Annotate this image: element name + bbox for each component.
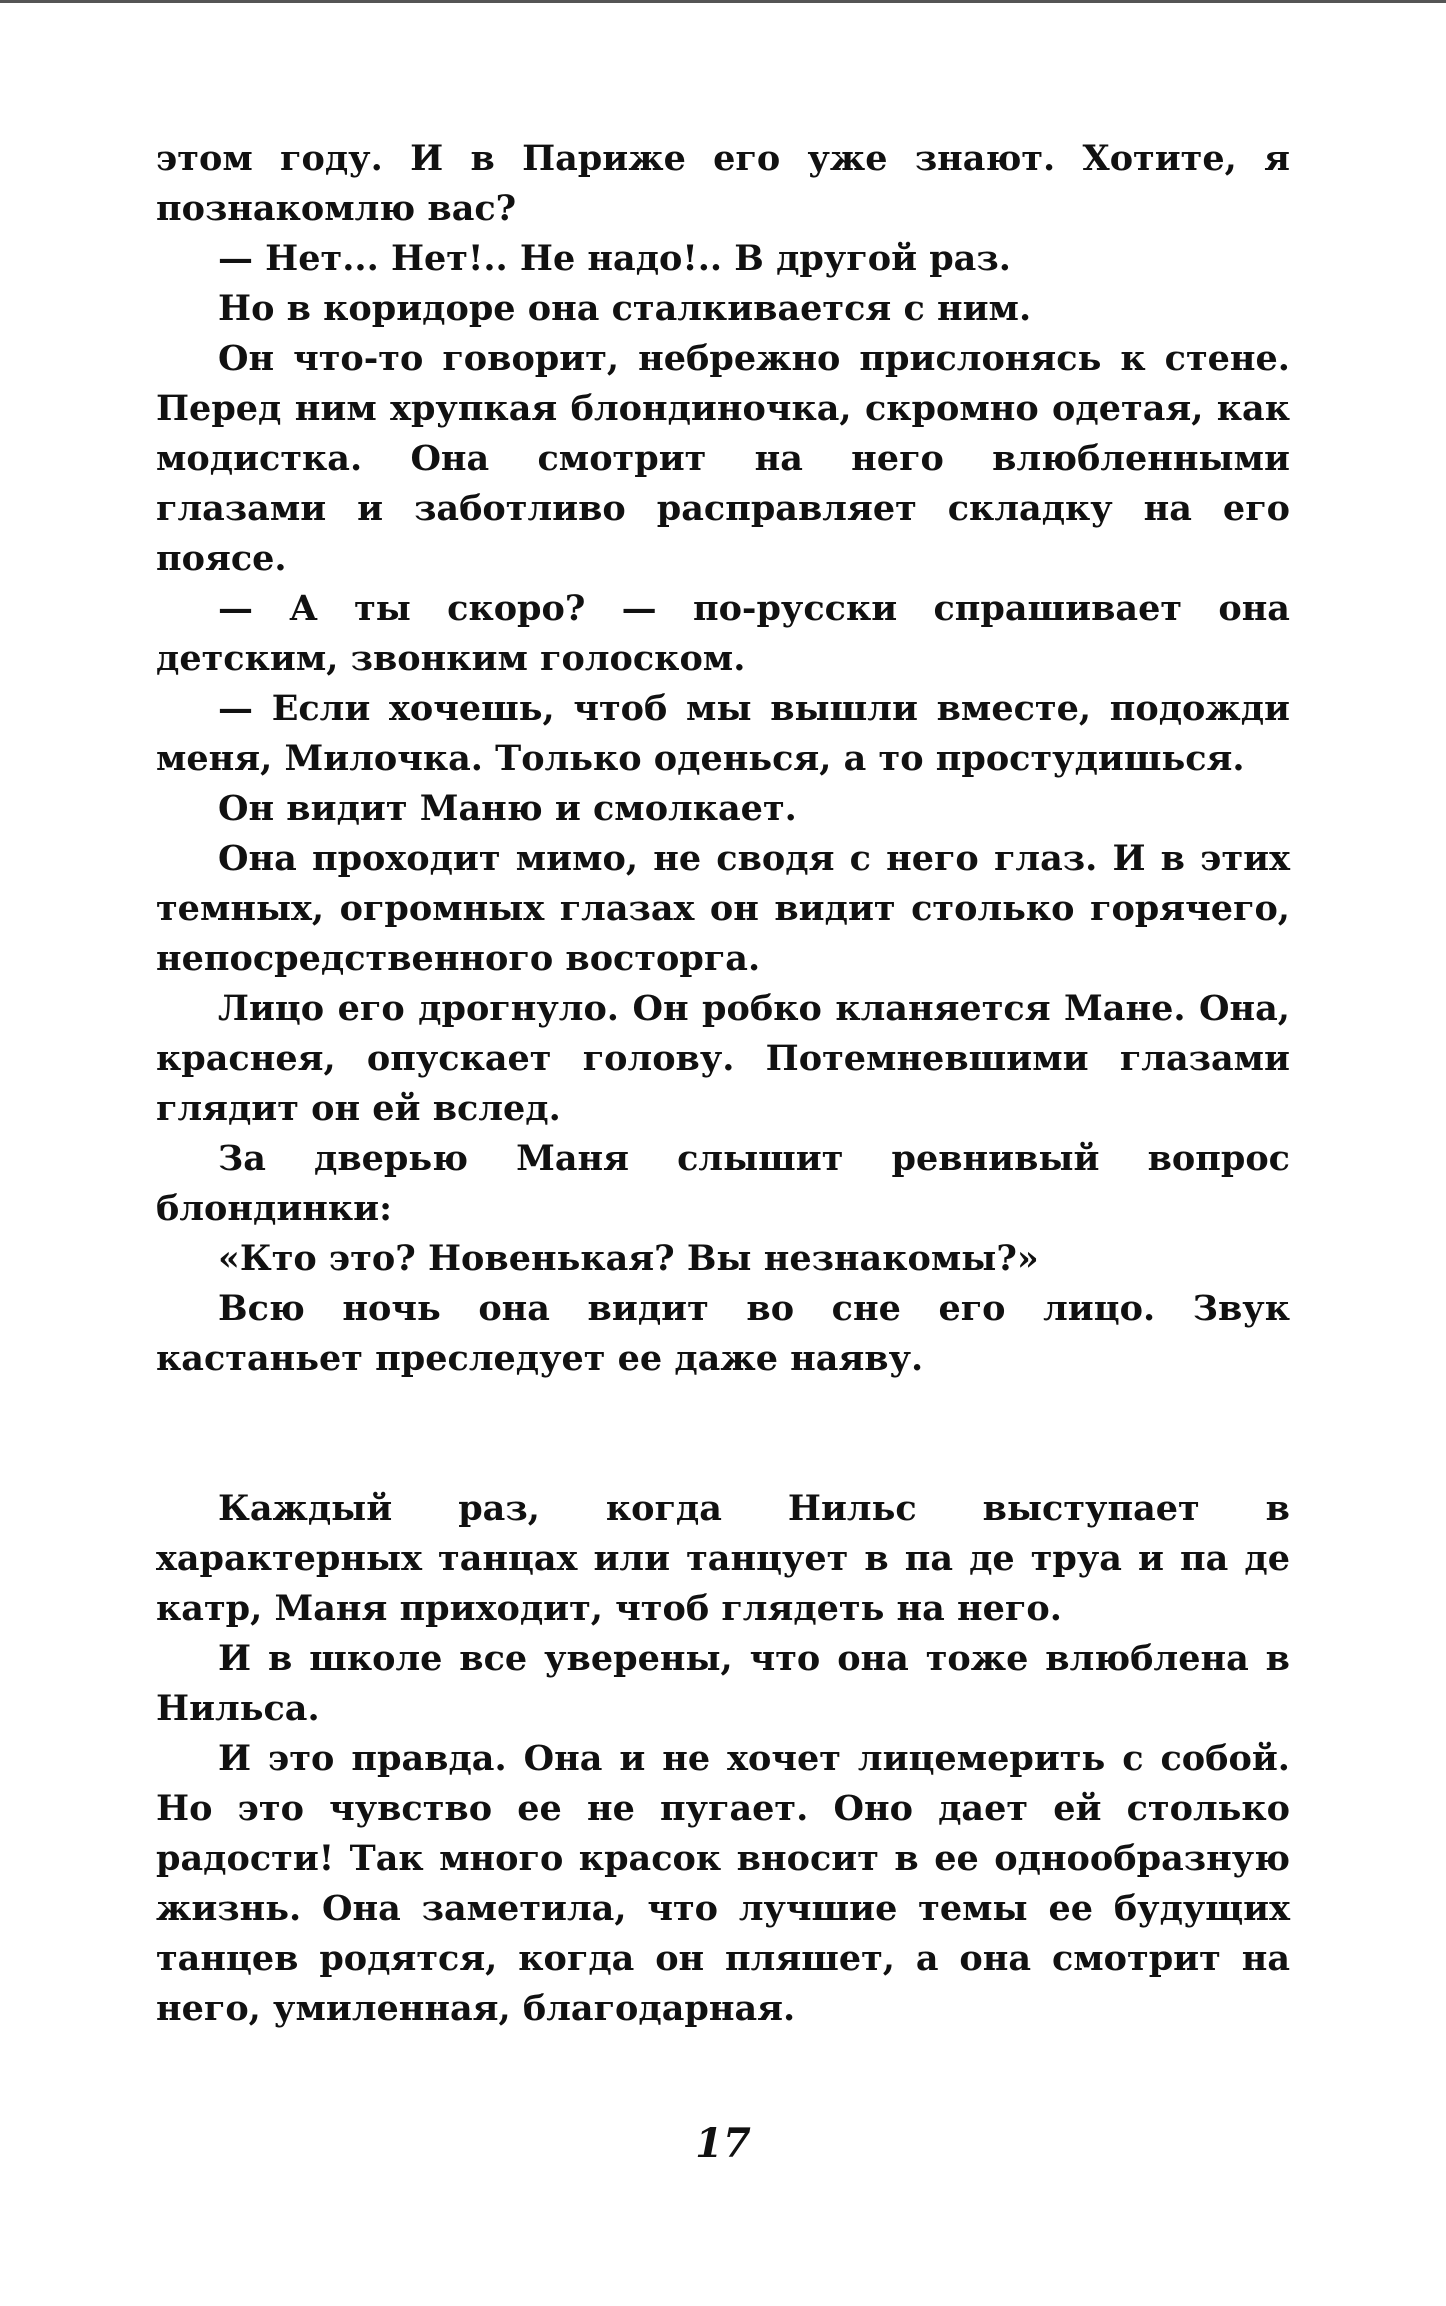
paragraph: И это правда. Она и не хочет лицемерить с собой. Но это чувство ее не пугает. Оно дает ей столько радости! Так много красок вносит в ее однообразную жизнь. Она заметила, что лучшие темы ее будущих танцев родятся, когда он пляшет, а она смотрит на него, умиленная, благодарная. [156, 1738, 1290, 2029]
top-border-line [0, 0, 1446, 3]
paragraph: Всю ночь она видит во сне его лицо. Звук кастаньет преследует ее даже наяву. [156, 1288, 1290, 1379]
paragraph: Лицо его дрогнуло. Он робко кланяется Мане. Она, краснея, опускает голову. Потемневшими глазами глядит он ей вслед. [156, 988, 1290, 1129]
page-number: 17 [695, 2120, 751, 2167]
paragraph: Она проходит мимо, не сводя с него глаз. И в этих темных, огромных глазах он видит столько горячего, непосредственного восторга. [156, 838, 1290, 979]
paragraph: — Если хочешь, чтоб мы вышли вместе, подожди меня, Милочка. Только оденься, а то простудишься. [156, 688, 1290, 779]
paragraph: Он что-то говорит, небрежно прислонясь к стене. Перед ним хрупкая блондиночка, скромно одетая, как модистка. Она смотрит на него влюбленными глазами и заботливо расправляет складку на его поясе. [156, 338, 1290, 579]
paragraph: Он видит Маню и смолкает. [218, 788, 797, 829]
paragraph: «Кто это? Новенькая? Вы незнакомы?» [218, 1238, 1039, 1279]
section-break [156, 1384, 1290, 1484]
body-text [156, 134, 1290, 2034]
paragraph: — Нет... Нет!.. Не надо!.. В другой раз. [218, 238, 1011, 279]
paragraph: этом году. И в Париже его уже знают. Хотите, я познакомлю вас? [156, 138, 1290, 229]
paragraph: — А ты скоро? — по-русски спрашивает она детским, звонким голоском. [156, 588, 1290, 679]
paragraph: И в школе все уверены, что она тоже влюблена в Нильса. [156, 1638, 1290, 1729]
paragraph: Каждый раз, когда Нильс выступает в характерных танцах или танцует в па де труа и па де катр, Маня приходит, чтоб глядеть на него. [156, 1488, 1290, 1629]
paragraph: Но в коридоре она сталкивается с ним. [218, 288, 1032, 329]
paragraph: За дверью Маня слышит ревнивый вопрос блондинки: [156, 1138, 1290, 1229]
